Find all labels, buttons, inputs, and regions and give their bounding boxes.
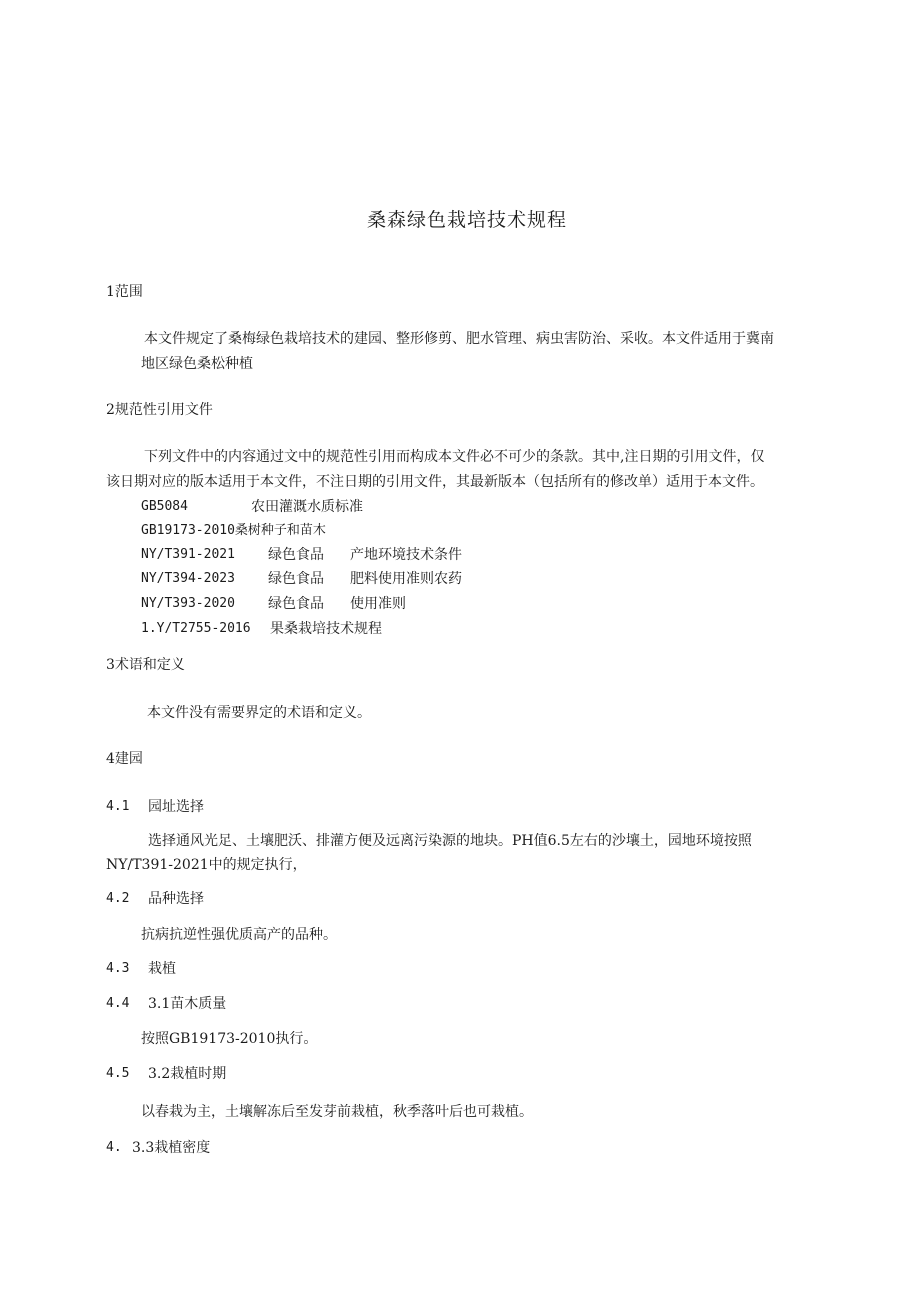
subsection-4-5-paragraph: 以春栽为主，土壤解冻后至发芽前栽植，秋季落叶后也可栽植。 <box>141 1104 533 1120</box>
subsection-4-4-paragraph: 按照GB19173-2010执行。 <box>141 1031 318 1047</box>
ref-code: NY/T393-2020 <box>141 596 235 611</box>
ref-code: GB5084 <box>141 499 188 514</box>
section-3-heading: 3术语和定义 <box>106 657 185 673</box>
subsection-number: 4.1 <box>106 799 130 814</box>
subsection-label: 3.1苗木质量 <box>148 996 227 1012</box>
ref-category: 绿色食品 <box>268 571 324 587</box>
ref-name: 产地环境技术条件 <box>350 547 462 563</box>
ref-code: NY/T391-2021 <box>141 547 235 562</box>
ref-category: 绿色食品 <box>268 596 324 612</box>
ref-name: 农田灌溉水质标准 <box>251 499 363 515</box>
ref-code: NY/T394-2023 <box>141 571 235 586</box>
ref-name: 使用准则 <box>350 596 406 612</box>
subsection-number: 4.3 <box>106 961 130 976</box>
ref-name: 果桑栽培技术规程 <box>270 621 382 637</box>
subsection-label: 3.3栽植密度 <box>132 1140 211 1156</box>
section-1-heading: 1范围 <box>106 284 143 300</box>
subsection-label: 栽植 <box>148 961 176 977</box>
section-2-paragraph-line-1: 下列文件中的内容通过文中的规范性引用而构成本文件必不可少的条款。其中,注日期的引用文件，仅 <box>144 449 765 465</box>
ref-category: 绿色食品 <box>268 547 324 563</box>
section-2-paragraph-line-2: 该日期对应的版本适用于本文件，不注日期的引用文件，其最新版本（包括所有的修改单）适用于本文件。 <box>106 474 764 490</box>
section-4-heading: 4建园 <box>106 751 143 767</box>
section-1-paragraph-line-2: 地区绿色桑松种植 <box>141 356 253 372</box>
subsection-number: 4. <box>106 1140 122 1155</box>
ref-code: 1.Y/T2755-2016 <box>141 621 251 636</box>
ref-name: 肥料使用准则农药 <box>350 571 462 587</box>
document-title: 桑森绿色栽培技术规程 <box>367 209 568 231</box>
subsection-4-1-paragraph-line-1: 选择通风光足、土壤肥沃、排灌方便及远离污染源的地块。PH值6.5左右的沙壤土，园地环境按照 <box>148 833 752 849</box>
section-2-heading: 2规范性引用文件 <box>106 402 213 418</box>
subsection-4-2-paragraph: 抗病抗逆性强优质高产的品种。 <box>141 927 337 943</box>
section-3-paragraph: 本文件没有需要界定的术语和定义。 <box>147 705 371 721</box>
ref-code: GB19173-2010桑树种子和苗木 <box>141 523 326 538</box>
subsection-number: 4.4 <box>106 996 130 1011</box>
section-1-paragraph-line-1: 本文件规定了桑梅绿色栽培技术的建园、整形修剪、肥水管理、病虫害防治、采收。本文件适用于冀南 <box>144 331 774 347</box>
subsection-label: 园址选择 <box>148 799 204 815</box>
subsection-number: 4.2 <box>106 891 130 906</box>
subsection-number: 4.5 <box>106 1066 130 1081</box>
subsection-label: 品种选择 <box>148 891 204 907</box>
subsection-4-1-paragraph-line-2: NY/T391-2021中的规定执行， <box>106 857 307 873</box>
subsection-label: 3.2栽植时期 <box>148 1066 227 1082</box>
